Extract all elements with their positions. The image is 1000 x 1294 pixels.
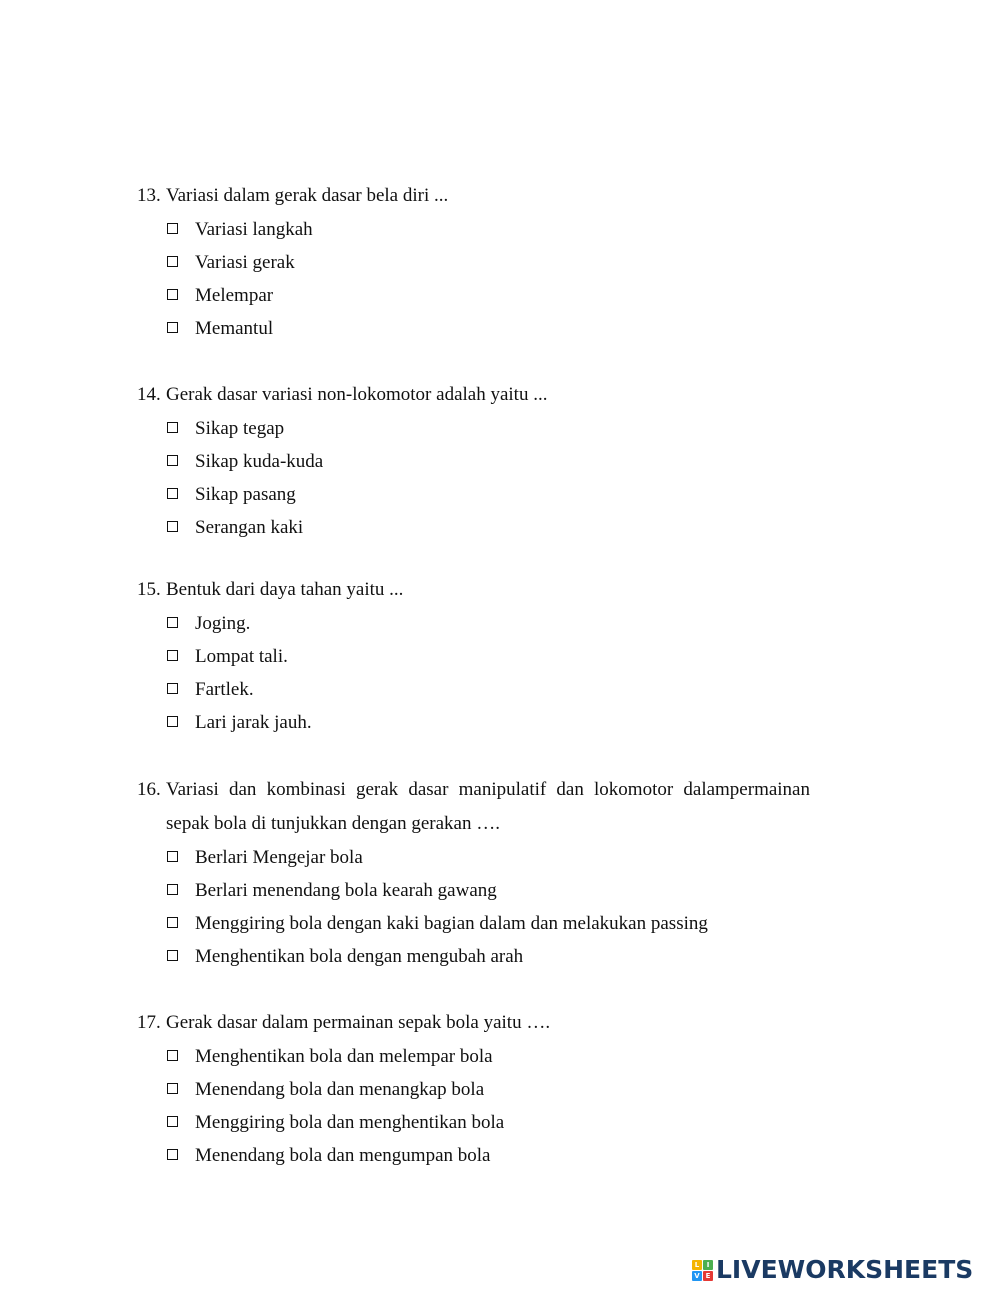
option-label: Menendang bola dan mengumpan bola	[195, 1145, 491, 1166]
option-label: Menghentikan bola dan melempar bola	[195, 1046, 493, 1067]
option-list	[137, 213, 810, 345]
option-label: Variasi gerak	[195, 252, 295, 273]
option-label: Joging.	[195, 613, 251, 634]
checkbox-icon[interactable]	[167, 488, 178, 499]
option-list	[137, 607, 810, 739]
option-item[interactable]	[137, 607, 810, 640]
checkbox-icon[interactable]	[167, 917, 178, 928]
checkbox-icon[interactable]	[167, 716, 178, 727]
checkbox-icon[interactable]	[167, 223, 178, 234]
checkbox-icon[interactable]	[167, 950, 178, 961]
option-item[interactable]	[137, 412, 810, 445]
checkbox-icon[interactable]	[167, 455, 178, 466]
checkbox-icon[interactable]	[167, 422, 178, 433]
checkbox-icon[interactable]	[167, 521, 178, 532]
option-label: Menggiring bola dan menghentikan bola	[195, 1112, 505, 1133]
logo-mark-letter: E	[703, 1271, 713, 1281]
option-label: Memantul	[195, 318, 274, 339]
checkbox-icon[interactable]	[167, 289, 178, 300]
question-text: Variasi dan kombinasi gerak dasar manipulatif dan lokomotor dalampermainan sepak bola di tunjukkan dengan gerakan ….	[166, 779, 810, 834]
option-item[interactable]	[137, 1106, 810, 1139]
option-item[interactable]	[137, 213, 810, 246]
option-label: Fartlek.	[195, 679, 254, 700]
option-label: Melempar	[195, 285, 274, 306]
option-item[interactable]	[137, 874, 810, 907]
question-text: Gerak dasar dalam permainan sepak bola yaitu ….	[166, 1012, 551, 1033]
option-label: Menendang bola dan menangkap bola	[195, 1079, 485, 1100]
question-17	[137, 1006, 810, 1172]
option-item[interactable]	[137, 511, 810, 544]
question-stem	[137, 573, 810, 607]
question-number: 16.	[137, 779, 161, 800]
question-number: 14.	[137, 384, 161, 405]
checkbox-icon[interactable]	[167, 1083, 178, 1094]
liveworksheets-logo	[692, 1256, 973, 1284]
question-16	[137, 773, 810, 973]
logo-mark-letter: I	[703, 1260, 713, 1270]
checkbox-icon[interactable]	[167, 650, 178, 661]
question-number: 15.	[137, 579, 161, 600]
question-text: Variasi dalam gerak dasar bela diri ...	[166, 185, 449, 206]
checkbox-icon[interactable]	[167, 256, 178, 267]
option-item[interactable]	[137, 246, 810, 279]
option-list	[137, 1040, 810, 1172]
option-label: Serangan kaki	[195, 517, 304, 538]
checkbox-icon[interactable]	[167, 1116, 178, 1127]
option-label: Lari jarak jauh.	[195, 712, 312, 733]
option-label: Menghentikan bola dengan mengubah arah	[195, 946, 524, 967]
question-number: 17.	[137, 1012, 161, 1033]
question-14	[137, 378, 810, 544]
question-stem	[137, 378, 810, 412]
option-label: Variasi langkah	[195, 219, 313, 240]
option-item[interactable]	[137, 940, 810, 973]
checkbox-icon[interactable]	[167, 683, 178, 694]
option-list	[137, 841, 810, 973]
option-item[interactable]	[137, 312, 810, 345]
question-number: 13.	[137, 185, 161, 206]
option-item[interactable]	[137, 1139, 810, 1172]
option-label: Sikap kuda-kuda	[195, 451, 324, 472]
option-item[interactable]	[137, 841, 810, 874]
option-item[interactable]	[137, 706, 810, 739]
option-item[interactable]	[137, 478, 810, 511]
option-item[interactable]	[137, 673, 810, 706]
question-stem	[137, 179, 810, 213]
option-label: Lompat tali.	[195, 646, 288, 667]
option-item[interactable]	[137, 640, 810, 673]
option-label: Sikap tegap	[195, 418, 285, 439]
option-label: Menggiring bola dengan kaki bagian dalam dan melakukan passing	[195, 913, 708, 934]
option-label: Sikap pasang	[195, 484, 296, 505]
checkbox-icon[interactable]	[167, 322, 178, 333]
logo-mark-letter: L	[692, 1260, 702, 1270]
option-list	[137, 412, 810, 544]
logo-mark-letter: V	[692, 1271, 702, 1281]
option-item[interactable]	[137, 1040, 810, 1073]
option-label: Berlari menendang bola kearah gawang	[195, 880, 497, 901]
checkbox-icon[interactable]	[167, 1050, 178, 1061]
question-13	[137, 179, 810, 345]
option-item[interactable]	[137, 279, 810, 312]
checkbox-icon[interactable]	[167, 617, 178, 628]
option-label: Berlari Mengejar bola	[195, 847, 363, 868]
question-stem	[137, 1006, 810, 1040]
question-text: Gerak dasar variasi non-lokomotor adalah yaitu ...	[166, 384, 548, 405]
option-item[interactable]	[137, 1073, 810, 1106]
question-text: Bentuk dari daya tahan yaitu ...	[166, 579, 404, 600]
checkbox-icon[interactable]	[167, 1149, 178, 1160]
logo-mark-icon	[692, 1260, 713, 1281]
option-item[interactable]	[137, 445, 810, 478]
question-15	[137, 573, 810, 739]
logo-text: LIVEWORKSHEETS	[716, 1255, 974, 1284]
question-stem	[137, 773, 810, 841]
option-item[interactable]	[137, 907, 810, 940]
checkbox-icon[interactable]	[167, 851, 178, 862]
checkbox-icon[interactable]	[167, 884, 178, 895]
